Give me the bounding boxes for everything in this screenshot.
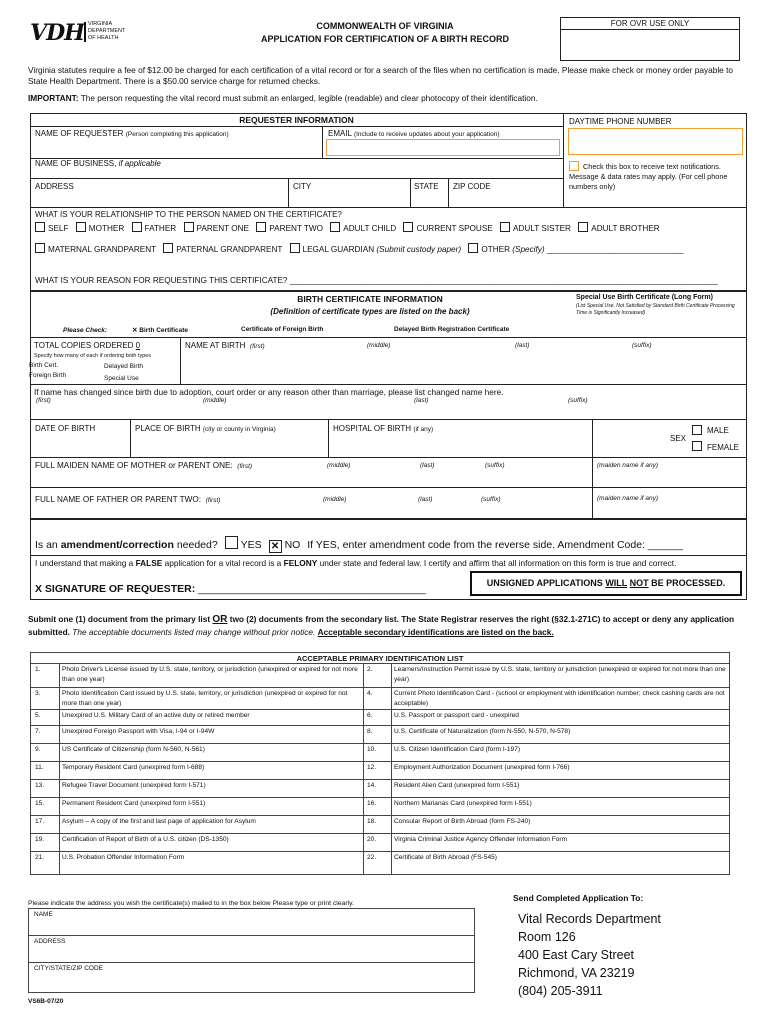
form-number: VS6B-07/20 [28,998,64,1005]
name-suffix-hint: (suffix) [632,342,652,349]
rel-guardian-label: LEGAL GUARDIAN [302,245,375,254]
father-first-hint: (first) [205,497,221,504]
text-notify-text: Check this box to receive text notifications. Message & data rates may apply. (For cell phone numbers only) [569,162,728,191]
id-row-divider [30,725,730,726]
id-item-number: 10. [367,746,377,753]
id-col-divider [391,663,392,875]
business-label-group [35,159,161,168]
copy-type-delayed: Delayed Birth [104,363,144,370]
id-row-divider [30,833,730,834]
rel-other-input[interactable]: ______________________________ [546,245,684,254]
id-item-number: 12. [367,764,377,771]
rel-spouse-label: CURRENT SPOUSE [416,224,493,233]
id-item-text: U.S. Probation Offender Information Form [62,854,185,861]
id-item-number: 13. [35,782,45,789]
reason-row [35,276,718,285]
name-middle-hint: (middle) [367,342,391,349]
father-row [35,495,220,504]
rel-parent-one-checkbox[interactable] [184,222,194,232]
id-item-text: Photo Identification Card issued by U.S. state, territory, or jurisdiction (unexpired or expired for not more than one year) [62,690,348,707]
rel-guardian-checkbox[interactable] [290,243,300,253]
id-item-text: Resident Alien Card (unexpired form I-551) [394,782,520,789]
send-to-title: Send Completed Application To: [513,893,644,903]
father-last-hint: (last) [418,496,433,503]
ovr-use-box [560,17,740,61]
title-line-2: APPLICATION FOR CERTIFICATION OF A BIRTH RECORD [261,34,509,44]
id-row-divider [30,797,730,798]
copies-hint: Specify how many of each if ordering both types [34,353,152,359]
father-label: FULL NAME OF FATHER OR PARENT TWO: [35,495,202,504]
rel-adult-child-label: ADULT CHILD [343,224,397,233]
name-change-text: If name has changed since birth due to adoption, court order or any reason other than marriage, please list changed name here. [34,387,504,397]
id-item-number: 9. [35,746,41,753]
amend-code-text: If YES, enter amendment code from the reverse side. Amendment Code: ______ [307,539,683,551]
id-item-text: U.S. Certificate of Naturalization (form N-550, N-570, N-578) [394,728,571,735]
amend-pre: Is an [35,539,58,551]
id-item-number: 14. [367,782,377,789]
rel-father-checkbox[interactable] [132,222,142,232]
id-item-number: 20. [367,836,377,843]
copies-value[interactable]: 0 [135,341,141,350]
id-item-text: Photo Driver's License issued by U.S. state, territory, or jurisdiction (unexpired or expired for not more than one year) [62,666,358,683]
signature-label: X SIGNATURE OF REQUESTER: [35,583,196,595]
amend-no-label: NO [284,539,301,551]
name-last-hint: (last) [515,342,530,349]
id-item-text: Certification of Report of Birth of a U.S. citizen (DS-1350) [62,836,229,843]
page-title [240,20,530,46]
id-row-divider [30,779,730,780]
submit-a: Submit one (1) document from the primary list [28,614,211,624]
type-birth-check[interactable]: ✕ [132,327,138,334]
rel-mother-checkbox[interactable] [76,222,86,232]
hospital-label: HOSPITAL OF BIRTH [333,424,412,433]
unsigned-not: NOT [629,578,649,588]
father-maiden-hint: (maiden name if any) [597,495,659,502]
amend-post: needed? [176,539,218,551]
email-input[interactable] [326,139,560,156]
amend-yes-label: YES [240,539,262,551]
id-item-number: 3. [35,690,41,697]
id-col-divider [363,663,364,875]
birth-title: BIRTH CERTIFICATE INFORMATION [297,294,443,304]
type-birth-row [132,326,188,334]
pob-label-group [135,424,276,433]
id-item-number: 18. [367,818,377,825]
submit-c: The acceptable documents listed may change without prior notice. [72,627,316,637]
id-item-number: 8. [367,728,373,735]
logo-text: VDH [30,20,84,46]
mother-last-hint: (last) [420,462,435,469]
certify-c: under state and federal law. I certify and affirm that all information on this form is true and correct. [319,558,677,568]
id-item-text: Consular Report of Birth Abroad (form FS-240) [394,818,531,825]
vdh-logo [30,20,126,46]
name-label-group [35,129,229,138]
unsigned-b: BE PROCESSED. [651,578,726,588]
id-table-title: ACCEPTABLE PRIMARY IDENTIFICATION LIST [296,654,464,663]
send-to-line-2: Room 126 [518,930,576,944]
rel-brother-checkbox[interactable] [578,222,588,232]
mail-address-input[interactable] [30,947,473,960]
fee-notice: Virginia statutes require a fee of $12.00 be charged for each certification of a vital record or for a search of the files when no certification is made. Please make check or money order payable to State Health Department. There is a $50.00 service charge for returned checks. [28,65,734,86]
rel-sister-checkbox[interactable] [500,222,510,232]
rel-maternal-gp-checkbox[interactable] [35,243,45,253]
type-birth-label: Birth Certificate [139,327,189,334]
id-item-number: 2. [367,666,373,673]
id-item-text: Unexpired U.S. Military Card of an active duty or retired member [62,712,250,719]
sex-female-label: FEMALE [707,443,740,452]
rel-other-checkbox[interactable] [468,243,478,253]
name-input[interactable] [33,139,319,156]
important-text: The person requesting the vital record must submit an enlarged, legible (readable) and clear photocopy of their identification. [78,93,538,103]
unsigned-a: UNSIGNED APPLICATIONS [486,578,603,588]
father-suffix-hint: (suffix) [481,496,501,503]
mother-suffix-hint: (suffix) [485,462,505,469]
send-to-line-4: Richmond, VA 23219 [518,966,635,980]
change-suffix-hint: (suffix) [568,397,588,404]
id-item-text: Current Photo Identification Card - (school or employment with identification number; check cashing cards are not acceptable) [394,690,725,707]
signature-row [35,583,426,595]
submit-or: OR [212,614,228,625]
name-at-birth: NAME AT BIRTH [185,341,246,350]
phone-label: DAYTIME PHONE NUMBER [569,117,672,126]
address-label: ADDRESS [35,182,74,191]
title-line-1: COMMONWEALTH OF VIRGINIA [316,21,454,31]
mother-maiden-hint: (maiden name if any) [597,462,659,469]
copy-type-foreign: Foreign Birth [29,372,67,379]
id-row-divider [30,663,730,664]
certify-false: FALSE [135,558,163,568]
mail-csz-label: CITY/STATE/ZIP CODE [34,965,103,972]
amendment-row [35,536,683,553]
hospital-label-group [333,424,433,433]
rel-father-label: FATHER [144,224,177,233]
rel-adult-child-checkbox[interactable] [330,222,340,232]
submit-b: two (2) documents from the secondary list. The State Registrar reserves the right (§32.1-271C) to accept or deny any application submitted. [28,614,735,637]
rel-other-hint: (Specify) [512,245,545,254]
relationship-row-2 [35,243,683,254]
type-foreign-label[interactable]: Certificate of Foreign Birth [241,326,324,333]
certify-text [35,558,743,569]
relationship-row-1 [35,222,660,233]
amend-no-checkbox[interactable]: ✕ [269,540,282,553]
name-first-hint: (first) [249,343,265,350]
id-row-divider [30,709,730,710]
id-item-number: 11. [35,764,44,771]
id-item-text: Virginia Criminal Justice Agency Offender Information Form [394,836,568,843]
id-item-number: 6. [367,712,373,719]
rel-mother-label: MOTHER [88,224,125,233]
mail-name-label: NAME [34,911,53,918]
submit-notice [28,613,743,638]
mother-label: FULL MAIDEN NAME OF MOTHER or PARENT ONE: [35,461,233,470]
sex-male-checkbox[interactable] [692,425,702,435]
business-hint: if applicable [116,159,161,168]
dob-label: DATE OF BIRTH [35,424,96,433]
rel-parent-two-label: PARENT TWO [269,224,323,233]
id-item-number: 16. [367,800,377,807]
important-label: IMPORTANT: [28,93,79,103]
copies-label: TOTAL COPIES ORDERED [34,341,134,350]
certify-a: I understand that making a [35,558,134,568]
copy-type-special: Special Use [104,375,139,382]
copies-row [34,341,140,350]
id-item-text: U.S. Citizen Identification Card (form I-197) [394,746,521,753]
mailing-instruction: Please indicate the address you wish the certificate(s) mailed to in the box below Please type or print clearly. [28,900,354,907]
rel-maternal-gp-label: MATERNAL GRANDPARENT [48,245,156,254]
rel-sister-label: ADULT SISTER [513,224,571,233]
unsigned-warning [470,571,742,596]
id-item-text: Temporary Resident Card (unexpired form I-688) [62,764,205,771]
birth-subtitle: (Definition of certificate types are listed on the back) [270,307,470,316]
unsigned-will: WILL [605,578,628,588]
id-item-text: Asylum – A copy of the first and last page of application for Asylum [62,818,256,825]
rel-parent-one-label: PARENT ONE [196,224,249,233]
send-to-line-3: 400 East Cary Street [518,948,635,962]
change-middle-hint: (middle) [203,397,227,404]
id-item-text: US Certificate of Citizenship (form N-560, N-561) [62,746,205,753]
id-row-divider [30,815,730,816]
send-to-line-1: Vital Records Department [518,912,661,926]
reason-question: WHAT IS YOUR REASON FOR REQUESTING THIS CERTIFICATE? [35,276,288,285]
state-label: STATE [414,182,439,191]
reason-input[interactable]: ______________________________________________________________________________________________ [289,276,718,285]
id-item-number: 1. [35,666,41,673]
mail-name-input[interactable] [30,920,473,933]
sex-label: SEX [670,434,687,443]
id-item-number: 4. [367,690,373,697]
rel-paternal-gp-checkbox[interactable] [163,243,173,253]
ovr-use-label: FOR OVR USE ONLY [561,18,739,30]
mother-row [35,461,252,470]
name-hint: (Person completing this application) [125,131,229,138]
email-label: EMAIL [328,129,352,138]
id-row-divider [30,687,730,688]
sex-male-label: MALE [707,426,729,435]
rel-spouse-checkbox[interactable] [403,222,413,232]
id-item-number: 15. [35,800,45,807]
important-notice [28,93,748,103]
id-item-number: 5. [35,712,41,719]
id-item-text: U.S. Passport or passport card - unexpired [394,712,519,719]
name-at-birth-label [185,341,265,350]
send-to-address [518,910,661,1000]
submit-d: Acceptable secondary identifications are listed on the back. [317,627,554,637]
logo-sub-3: OF HEALTH [88,35,119,41]
name-label: NAME OF REQUESTER [35,129,124,138]
certify-felony: FELONY [283,558,318,568]
amend-yes-checkbox[interactable] [225,536,238,549]
id-item-text: Employment Authorization Document (unexpired form I-766) [394,764,570,771]
id-item-number: 7. [35,728,41,735]
rel-self-label: SELF [48,224,69,233]
mother-first-hint: (first) [237,463,253,470]
please-check: Please Check: [63,327,108,334]
id-item-text: Certificate of Birth Abroad (FS-545) [394,854,497,861]
mother-middle-hint: (middle) [327,462,351,469]
relationship-question: WHAT IS YOUR RELATIONSHIP TO THE PERSON NAMED ON THE CERTIFICATE? [35,210,342,219]
rel-other-label: OTHER [481,245,510,254]
special-use-sub: (List Special Use, Not Satisfied by Standard Birth Certificate Processing Time is Significantly Increased) [576,303,735,316]
id-col-divider [59,663,60,875]
email-hint: (Include to receive updates about your application) [353,131,500,138]
pob-label: PLACE OF BIRTH [135,424,201,433]
sex-female-checkbox[interactable] [692,441,702,451]
requester-title: REQUESTER INFORMATION [239,115,354,125]
amend-bold: amendment/correction [60,539,174,551]
rel-self-checkbox[interactable] [35,222,45,232]
id-item-text: Unexpired Foreign Passport with Visa, I-94 or I-94W [62,728,215,735]
id-item-number: 17. [35,818,45,825]
pob-hint: (city or county in Virginia) [202,426,276,433]
hospital-hint: (if any) [413,426,434,433]
city-label: CITY [293,182,312,191]
signature-input[interactable]: _______________________________________ [198,583,426,595]
rel-parent-two-checkbox[interactable] [256,222,266,232]
rel-paternal-gp-label: PATERNAL GRANDPARENT [176,245,283,254]
mail-csz-input[interactable] [30,974,473,991]
certify-b: application for a vital record is a [164,558,282,568]
copy-type-birth: Birth Cert. [29,362,59,369]
type-delayed-label[interactable]: Delayed Birth Registration Certificate [394,326,510,333]
id-item-text: Northern Marianas Card (unexpired form I-551) [394,800,532,807]
zip-label: ZIP CODE [453,182,491,191]
business-label: NAME OF BUSINESS, [35,159,117,168]
id-row-divider [30,761,730,762]
rel-guardian-hint: (Submit custody paper) [376,245,462,254]
id-row-divider [30,743,730,744]
logo-sub-1: VIRGINIA [88,21,113,27]
father-middle-hint: (middle) [323,496,347,503]
logo-sub-2: DEPARTMENT [88,28,126,34]
special-use-title: Special Use Birth Certificate (Long Form) [576,294,713,301]
id-row-divider [30,851,730,852]
id-item-number: 22. [367,854,377,861]
mail-address-label: ADDRESS [34,938,66,945]
change-first-hint: (first) [36,397,51,404]
change-last-hint: (last) [414,397,429,404]
id-item-text: Refugee Travel Document (unexpired form I-571) [62,782,206,789]
id-item-number: 21. [35,854,45,861]
id-item-text: Learners/Instruction Permit issue by U.S. state, territory or jurisdiction (unexpired or expired for not more than one year) [394,666,726,683]
send-to-line-5: (804) 205-3911 [518,984,603,998]
id-item-number: 19. [35,836,45,843]
email-label-group [328,129,500,138]
rel-brother-label: ADULT BROTHER [591,224,660,233]
phone-input[interactable] [568,128,743,155]
id-item-text: Permanent Resident Card (unexpired form I-551) [62,800,206,807]
